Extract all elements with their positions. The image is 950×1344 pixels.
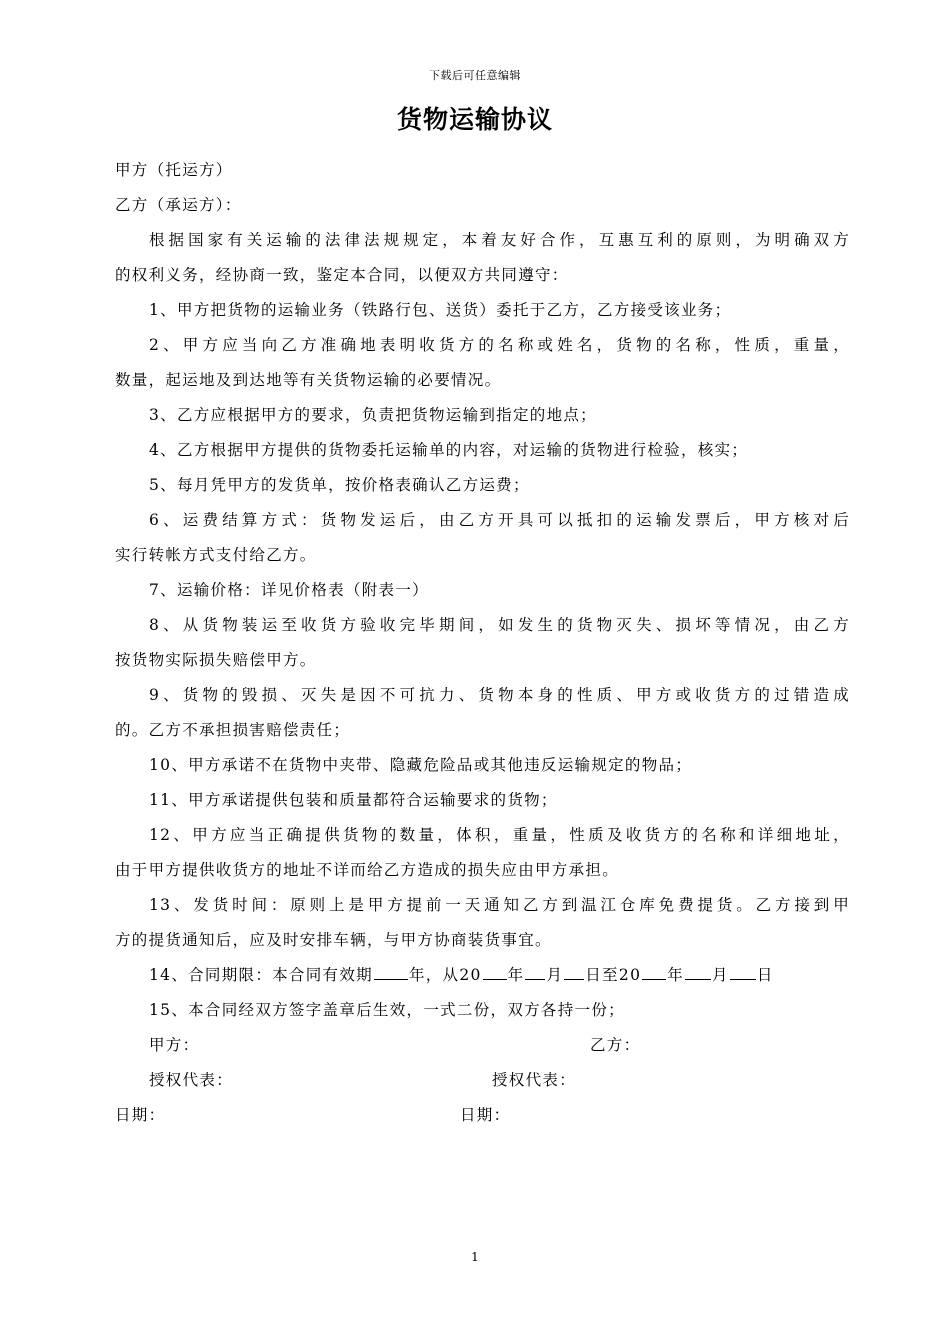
clause-14-from-year: 年 <box>507 966 525 984</box>
signature-date-row <box>115 1100 850 1135</box>
clause-15: 15、本合同经双方签字盖章后生效，一式二份，双方各持一份； <box>149 1001 625 1019</box>
end-month-blank <box>685 961 711 980</box>
clause-4: 4、乙方根据甲方提供的货物委托运输单的内容，对运输的货物进行检验，核实； <box>149 441 749 459</box>
clause-14 <box>115 960 850 995</box>
clause-14-to-month: 月 <box>712 966 729 984</box>
clause-1: 1、甲方把货物的运输业务（铁路行包、送货）委托于乙方，乙方接受该业务； <box>149 301 732 319</box>
party-b-date-label: 日期： <box>460 1106 511 1124</box>
party-a-line: 甲方（托运方） <box>115 161 233 179</box>
signature-party-row <box>115 1030 850 1065</box>
clause-8-line-1: 8、从货物装运至收货方验收完毕期间，如发生的货物灭失、损坏等情况，由乙方 <box>149 616 850 634</box>
start-day-blank <box>564 961 584 980</box>
header-note: 下载后可任意编辑 <box>429 69 521 82</box>
clause-5: 5、每月凭甲方的发货单，按价格表确认乙方运费； <box>149 476 530 494</box>
clause-9-line-2: 的。乙方不承担损害赔偿责任； <box>115 721 351 739</box>
clause-12-line-1: 12、甲方应当正确提供货物的数量，体积，重量，性质及收货方的名称和详细地址， <box>149 826 850 844</box>
clause-14-prefix: 14、合同期限：本合同有效期 <box>149 966 373 984</box>
clause-2-line-1: 2、甲方应当向乙方准确地表明收货方的名称或姓名，货物的名称，性质，重量， <box>149 336 850 354</box>
party-b-line: 乙方（承运方）： <box>115 196 242 214</box>
signature-rep-row <box>115 1065 850 1100</box>
clause-13-line-2: 方的提货通知后，应及时安排车辆，与甲方协商装货事宜。 <box>115 931 552 949</box>
clause-9-line-1: 9、货物的毁损、灭失是因不可抗力、货物本身的性质、甲方或收货方的过错造成 <box>149 686 850 704</box>
intro-line-2: 的权利义务，经协商一致，鉴定本合同，以便双方共同遵守： <box>115 266 569 284</box>
term-years-blank <box>374 961 408 980</box>
clause-3: 3、乙方应根据甲方的要求，负责把货物运输到指定的地点； <box>149 406 597 424</box>
party-a-sign-label: 甲方： <box>149 1036 200 1054</box>
clause-11: 11、甲方承诺提供包装和质量都符合运输要求的货物； <box>149 791 558 809</box>
end-year-blank <box>642 961 666 980</box>
contract-body <box>115 155 850 1135</box>
party-b-sign-label: 乙方： <box>590 1036 641 1054</box>
clause-14-to-day: 日 <box>756 966 774 984</box>
intro-line-1: 根据国家有关运输的法律法规规定，本着友好合作，互惠互利的原则，为明确双方 <box>149 231 850 249</box>
clause-6-line-1: 6、运费结算方式：货物发运后，由乙方开具可以抵扣的运输发票后，甲方核对后 <box>149 511 850 529</box>
start-month-blank <box>525 961 545 980</box>
clause-12-line-2: 由于甲方提供收货方的地址不详而给乙方造成的损失应由甲方承担。 <box>115 861 620 879</box>
clause-7: 7、运输价格：详见价格表（附表一） <box>149 581 429 599</box>
page-number: 1 <box>471 1250 479 1264</box>
clause-14-from-20: 20 <box>459 966 482 984</box>
document-title: 货物运输协议 <box>396 105 553 134</box>
clause-2-line-2: 数量，起运地及到达地等有关货物运输的必要情况。 <box>115 371 502 389</box>
clause-6-line-2: 实行转帐方式支付给乙方。 <box>115 546 317 564</box>
clause-14-from-day-to: 日至 <box>585 966 619 984</box>
end-day-blank <box>730 961 756 980</box>
clause-8-line-2: 按货物实际损失赔偿甲方。 <box>115 651 317 669</box>
party-b-rep-label: 授权代表： <box>492 1071 577 1089</box>
clause-14-year-from: 年，从 <box>408 966 460 984</box>
clause-14-from-month: 月 <box>546 966 564 984</box>
clause-14-to-year: 年 <box>667 966 685 984</box>
party-a-date-label: 日期： <box>115 1106 166 1124</box>
party-a-rep-label: 授权代表： <box>149 1071 234 1089</box>
start-year-blank <box>483 961 507 980</box>
clause-10: 10、甲方承诺不在货物中夹带、隐藏危险品或其他违反运输规定的物品； <box>149 756 693 774</box>
clause-14-to-20: 20 <box>618 966 642 984</box>
clause-13-line-1: 13、发货时间：原则上是甲方提前一天通知乙方到温江仓库免费提货。乙方接到甲 <box>149 896 850 914</box>
